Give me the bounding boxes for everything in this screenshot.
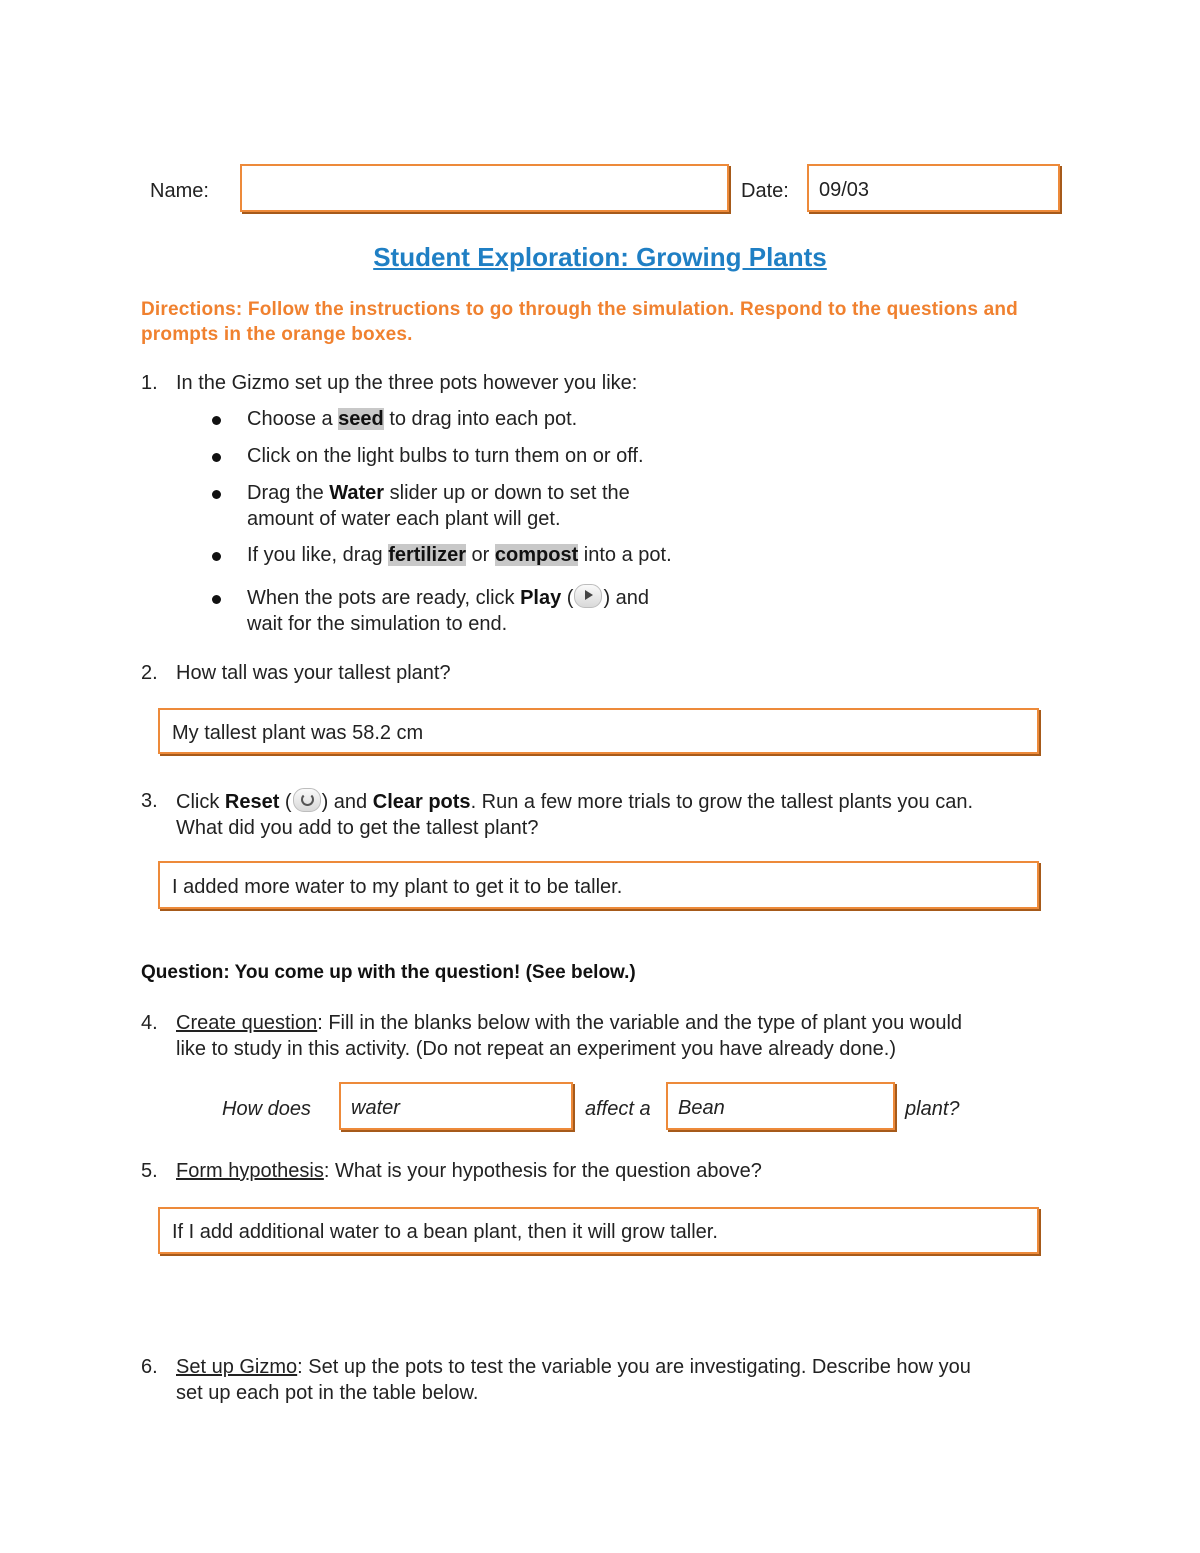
date-field[interactable]: 09/03 bbox=[807, 164, 1060, 212]
q6-number: 6. bbox=[141, 1356, 158, 1378]
q1-number: 1. bbox=[141, 372, 158, 394]
bullet-dot bbox=[212, 416, 221, 425]
plant-question-label: plant? bbox=[905, 1098, 960, 1120]
compost-term: compost bbox=[494, 544, 579, 566]
bullet-dot bbox=[212, 490, 221, 499]
name-field[interactable] bbox=[240, 164, 729, 212]
q5-number: 5. bbox=[141, 1160, 158, 1182]
q2-text: How tall was your tallest plant? bbox=[176, 662, 451, 684]
how-does-label: How does bbox=[222, 1098, 311, 1120]
q1-bullet-5: When the pots are ready, click Play ( ) and wait for the simulation to end. bbox=[247, 584, 649, 637]
q3-text: Click Reset ( ) and Clear pots. Run a few more trials to grow the tallest plants you can. What did you add to get the tallest plant? bbox=[176, 788, 973, 841]
q1-bullet-4: If you like, drag fertilizer or compost into a pot. bbox=[247, 544, 672, 566]
seed-term: seed bbox=[338, 408, 384, 430]
q4-text: Create question: Fill in the blanks below with the variable and the type of plant you would like to study in this activity. (Do not repeat an experiment you have already done.) bbox=[176, 1012, 963, 1060]
q6-text: Set up Gizmo: Set up the pots to test the variable you are investigating. Describe how you set up each pot in the table below. bbox=[176, 1356, 971, 1404]
q5-answer-box[interactable]: If I add additional water to a bean plant, then it will grow taller. bbox=[158, 1207, 1039, 1254]
q2-number: 2. bbox=[141, 662, 158, 684]
play-icon bbox=[574, 584, 602, 608]
q2-answer-box[interactable]: My tallest plant was 58.2 cm bbox=[158, 708, 1039, 754]
q1-bullet-2: Click on the light bulbs to turn them on or off. bbox=[247, 445, 644, 467]
reset-icon bbox=[293, 788, 321, 812]
plant-type-field[interactable]: Bean bbox=[666, 1082, 895, 1130]
q4-number: 4. bbox=[141, 1012, 158, 1034]
q1-bullet-3: Drag the Water slider up or down to set the amount of water each plant will get. bbox=[247, 482, 630, 530]
directions-text: Directions: Follow the instructions to go through the simulation. Respond to the questions and prompts in the orange boxes. bbox=[141, 299, 1018, 345]
name-label: Name: bbox=[150, 180, 209, 202]
date-label: Date: bbox=[741, 180, 789, 202]
page-title: Student Exploration: Growing Plants bbox=[373, 242, 827, 272]
bullet-dot bbox=[212, 595, 221, 604]
q5-text: Form hypothesis: What is your hypothesis for the question above? bbox=[176, 1160, 762, 1182]
q3-number: 3. bbox=[141, 790, 158, 812]
q1-text: In the Gizmo set up the three pots however you like: bbox=[176, 372, 638, 394]
variable-field[interactable]: water bbox=[339, 1082, 573, 1130]
bullet-dot bbox=[212, 552, 221, 561]
question-heading: Question: You come up with the question! (See below.) bbox=[141, 962, 636, 983]
q1-bullet-1: Choose a seed to drag into each pot. bbox=[247, 408, 578, 430]
bullet-dot bbox=[212, 453, 221, 462]
fertilizer-term: fertilizer bbox=[388, 544, 466, 566]
affect-a-label: affect a bbox=[585, 1098, 651, 1120]
q3-answer-box[interactable]: I added more water to my plant to get it to be taller. bbox=[158, 861, 1039, 909]
